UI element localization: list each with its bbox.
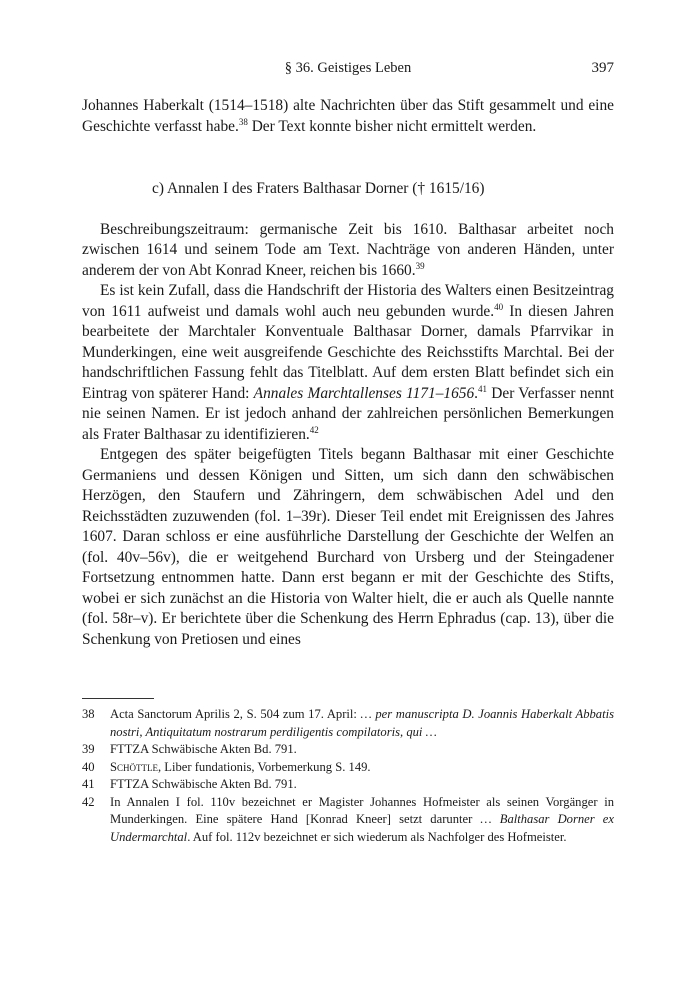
footnote-number: 40 — [82, 759, 95, 774]
footnote-text — [110, 759, 614, 777]
footnote-number: 39 — [82, 742, 95, 756]
paragraph-scope — [82, 220, 614, 282]
paragraph-continued — [82, 96, 614, 137]
footnote-ref-40: 40 — [494, 301, 504, 312]
footnote-ref-38: 38 — [238, 116, 248, 127]
italic-title: Annales Marchtallenses 1171–1656 — [253, 384, 475, 402]
footnote-41 — [82, 776, 614, 794]
text-run: Der Text konnte bisher nicht ermittelt werden. — [247, 117, 537, 135]
footnotes — [82, 706, 614, 846]
footnote-39 — [82, 741, 614, 759]
italic-quote: … Balthasar Dorner ex Undermarchtal — [110, 812, 614, 844]
text-run: In diesen Jahren bearbeitete der Marchtaler Konventuale Balthasar Dorner, damals Pfarrvikar in Munderkingen, eine weit ausgreifende Geschichte des Reichsstifts Marchtal. Bei der handschriftlichen Fassung fehlt das Titelblatt. Auf dem ersten Blatt befindet sich ein Eintrag von späterer Hand: — [82, 302, 614, 402]
italic-quote: … per manuscripta D. Joannis Haberkalt Abbatis nostri, Antiquitatum nostrarum perdiligentis compilatoris, qui … — [110, 707, 614, 739]
footnote-text — [110, 706, 614, 741]
text-run: , Liber fundationis, Vorbemerkung S. 149. — [158, 759, 371, 774]
footnote-number: 38 — [82, 707, 95, 721]
footnote-number: 41 — [82, 777, 95, 791]
text-run: Johannes Haberkalt (1514–1518) alte Nachrichten über das Stift gesammelt und eine Geschichte verfasst habe. — [82, 97, 614, 135]
text-run: Der Verfasser nennt nie seinen Namen. Er ist jedoch anhand der zahlreichen persönlichen Bemerkungen als Frater Balthasar zu identifizieren. — [82, 384, 614, 443]
text-run: Beschreibungszeitraum: germanische Zeit bis 1610. Balthasar arbeitet noch zwischen 1614 und seinem Tode am Text. Nachträge von anderen Händen, unter anderem der von Abt Konrad Kneer, reichen bis 1660. — [82, 220, 614, 279]
footnote-text: FTTZA Schwäbische Akten Bd. 791. — [110, 742, 297, 756]
text-run: Entgegen des später beigefügten Titels begann Balthasar mit einer Geschichte Germaniens und dessen Königen und Sitten, um sich dann den schwäbischen Herzögen, den Staufern und Zähringern, dem schwäbischen Adel und den Reichsstädten zuzuwenden (fol. 1–39r). Dieser Teil endet mit Ereignissen des Jahres 1607. Daran schloss er eine ausführliche Darstellung der Geschichte der Welfen an (fol. 40v–56v), die er weitgehend Burchard von Ursberg und der Steingadener Fortsetzung entnommen hatte. Dann erst begann er mit der Geschichte des Stifts, wobei er sich zunächst an die Historia von Walter hielt, die er auch als Quelle nannte (fol. 58r–v). Er berichtete über die Schenkung des Herrn Ephradus (cap. 13), über die Schenkung von Pretiosen und eines — [82, 446, 614, 648]
footnote-rule — [82, 698, 154, 699]
text-run: Acta Sanctorum Aprilis 2, S. 504 zum 17. April: — [110, 707, 361, 721]
running-head — [82, 60, 614, 82]
author-name: Schöttle — [110, 759, 158, 774]
text-run: . — [474, 384, 479, 402]
section-heading: c) Annalen I des Fraters Balthasar Dorner († 1615/16) — [152, 180, 485, 197]
footnote-42 — [82, 794, 614, 847]
footnote-40 — [82, 759, 614, 777]
footnote-text — [110, 794, 614, 847]
text-run: Es ist kein Zufall, dass die Handschrift der Historia des Walters einen Besitzeintrag von 1611 aufweist und damals wohl auch neu gebunden wurde. — [82, 282, 614, 320]
footnote-38 — [82, 706, 614, 741]
page-number: 397 — [591, 60, 614, 76]
footnote-ref-41: 41 — [478, 383, 488, 394]
body-text — [82, 96, 614, 650]
text-run: . Auf fol. 112v bezeichnet er sich wiederum als Nachfolger des Hofmeister. — [187, 829, 567, 844]
footnote-ref-39: 39 — [415, 260, 425, 271]
footnote-number: 42 — [82, 794, 95, 809]
footnote-text: FTTZA Schwäbische Akten Bd. 791. — [110, 777, 297, 791]
paragraph-content — [82, 445, 614, 650]
text-run: In Annalen I fol. 110v bezeichnet er Magister Johannes Hofmeister als seinen Vorgänger in Munderkingen. Eine spätere Hand [Konrad Kneer] setzt darunter — [110, 794, 614, 826]
running-head-title: § 36. Geistiges Leben — [284, 60, 412, 76]
paragraph-manuscript — [82, 281, 614, 445]
footnote-ref-42: 42 — [309, 424, 319, 435]
